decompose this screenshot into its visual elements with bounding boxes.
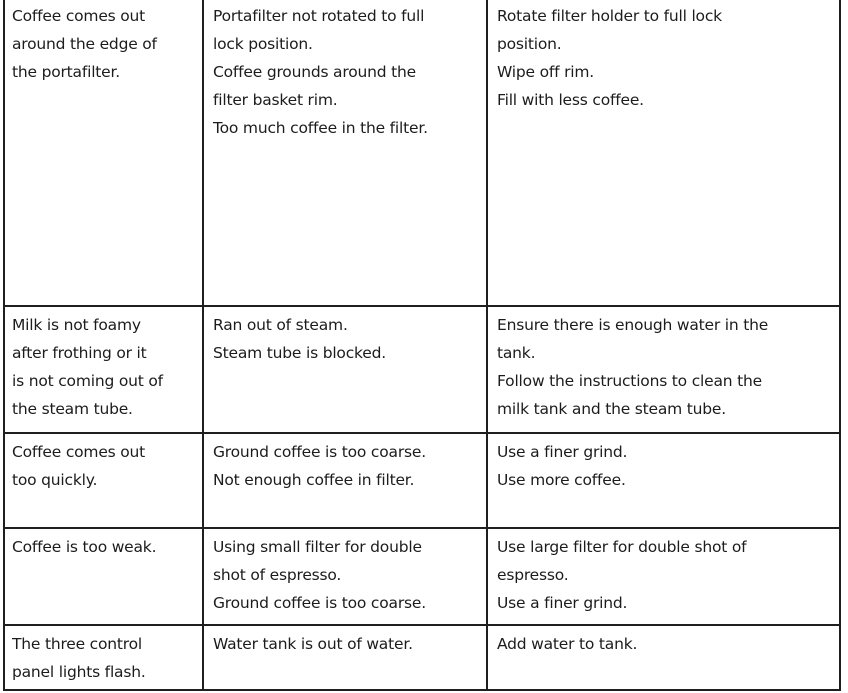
problem-cell	[5, 626, 204, 689]
cell-text: milk tank and the steam tube.	[497, 400, 726, 418]
cell-text: Ground coffee is too coarse.	[213, 594, 426, 612]
cell-text: the steam tube.	[12, 400, 133, 418]
table-row	[5, 305, 839, 432]
cell-text: Use a finer grind.	[497, 443, 628, 461]
cell-text: around the edge of	[12, 35, 157, 53]
cell-text: Add water to tank.	[497, 635, 638, 653]
cause-cell	[204, 529, 488, 624]
table-row	[5, 527, 839, 624]
cell-text: Coffee grounds around the	[213, 63, 416, 81]
cell-text: Ground coffee is too coarse.	[213, 443, 426, 461]
cell-text: panel lights flash.	[12, 663, 146, 681]
cell-text: Portafilter not rotated to full	[213, 7, 425, 25]
solution-cell	[488, 529, 839, 624]
table-row	[5, 624, 839, 689]
cell-text: Coffee is too weak.	[12, 538, 157, 556]
cause-cell	[204, 434, 488, 527]
cell-text: The three control	[12, 635, 143, 653]
cell-text: filter basket rim.	[213, 91, 338, 109]
cause-cell	[204, 0, 488, 305]
cell-text: is not coming out of	[12, 372, 163, 390]
cell-text: Follow the instructions to clean the	[497, 372, 762, 390]
cell-text: Steam tube is blocked.	[213, 344, 386, 362]
cell-text: too quickly.	[12, 471, 98, 489]
cell-text: shot of espresso.	[213, 566, 342, 584]
cell-text: after frothing or it	[12, 344, 147, 362]
cell-text: Fill with less coffee.	[497, 91, 644, 109]
table-row	[5, 432, 839, 527]
solution-cell	[488, 0, 839, 305]
cell-text: Coffee comes out	[12, 7, 146, 25]
cell-text: lock position.	[213, 35, 313, 53]
cause-cell	[204, 626, 488, 689]
troubleshooting-table	[3, 0, 841, 691]
problem-cell	[5, 434, 204, 527]
cell-text: espresso.	[497, 566, 569, 584]
solution-cell	[488, 307, 839, 432]
cell-text: Using small filter for double	[213, 538, 422, 556]
cell-text: Rotate filter holder to full lock	[497, 7, 722, 25]
table-row	[5, 0, 839, 305]
problem-cell	[5, 529, 204, 624]
solution-cell	[488, 626, 839, 689]
cell-text: tank.	[497, 344, 536, 362]
cell-text: Not enough coffee in filter.	[213, 471, 415, 489]
solution-cell	[488, 434, 839, 527]
cell-text: Coffee comes out	[12, 443, 146, 461]
cell-text: Too much coffee in the filter.	[213, 119, 428, 137]
problem-cell	[5, 0, 204, 305]
cause-cell	[204, 307, 488, 432]
cell-text: Use large filter for double shot of	[497, 538, 747, 556]
cell-text: Ensure there is enough water in the	[497, 316, 769, 334]
cell-text: position.	[497, 35, 562, 53]
cell-text: Water tank is out of water.	[213, 635, 413, 653]
cell-text: Ran out of steam.	[213, 316, 348, 334]
cell-text: Use a finer grind.	[497, 594, 628, 612]
cell-text: Use more coffee.	[497, 471, 626, 489]
problem-cell	[5, 307, 204, 432]
cell-text: Milk is not foamy	[12, 316, 141, 334]
cell-text: the portafilter.	[12, 63, 120, 81]
cell-text: Wipe off rim.	[497, 63, 595, 81]
